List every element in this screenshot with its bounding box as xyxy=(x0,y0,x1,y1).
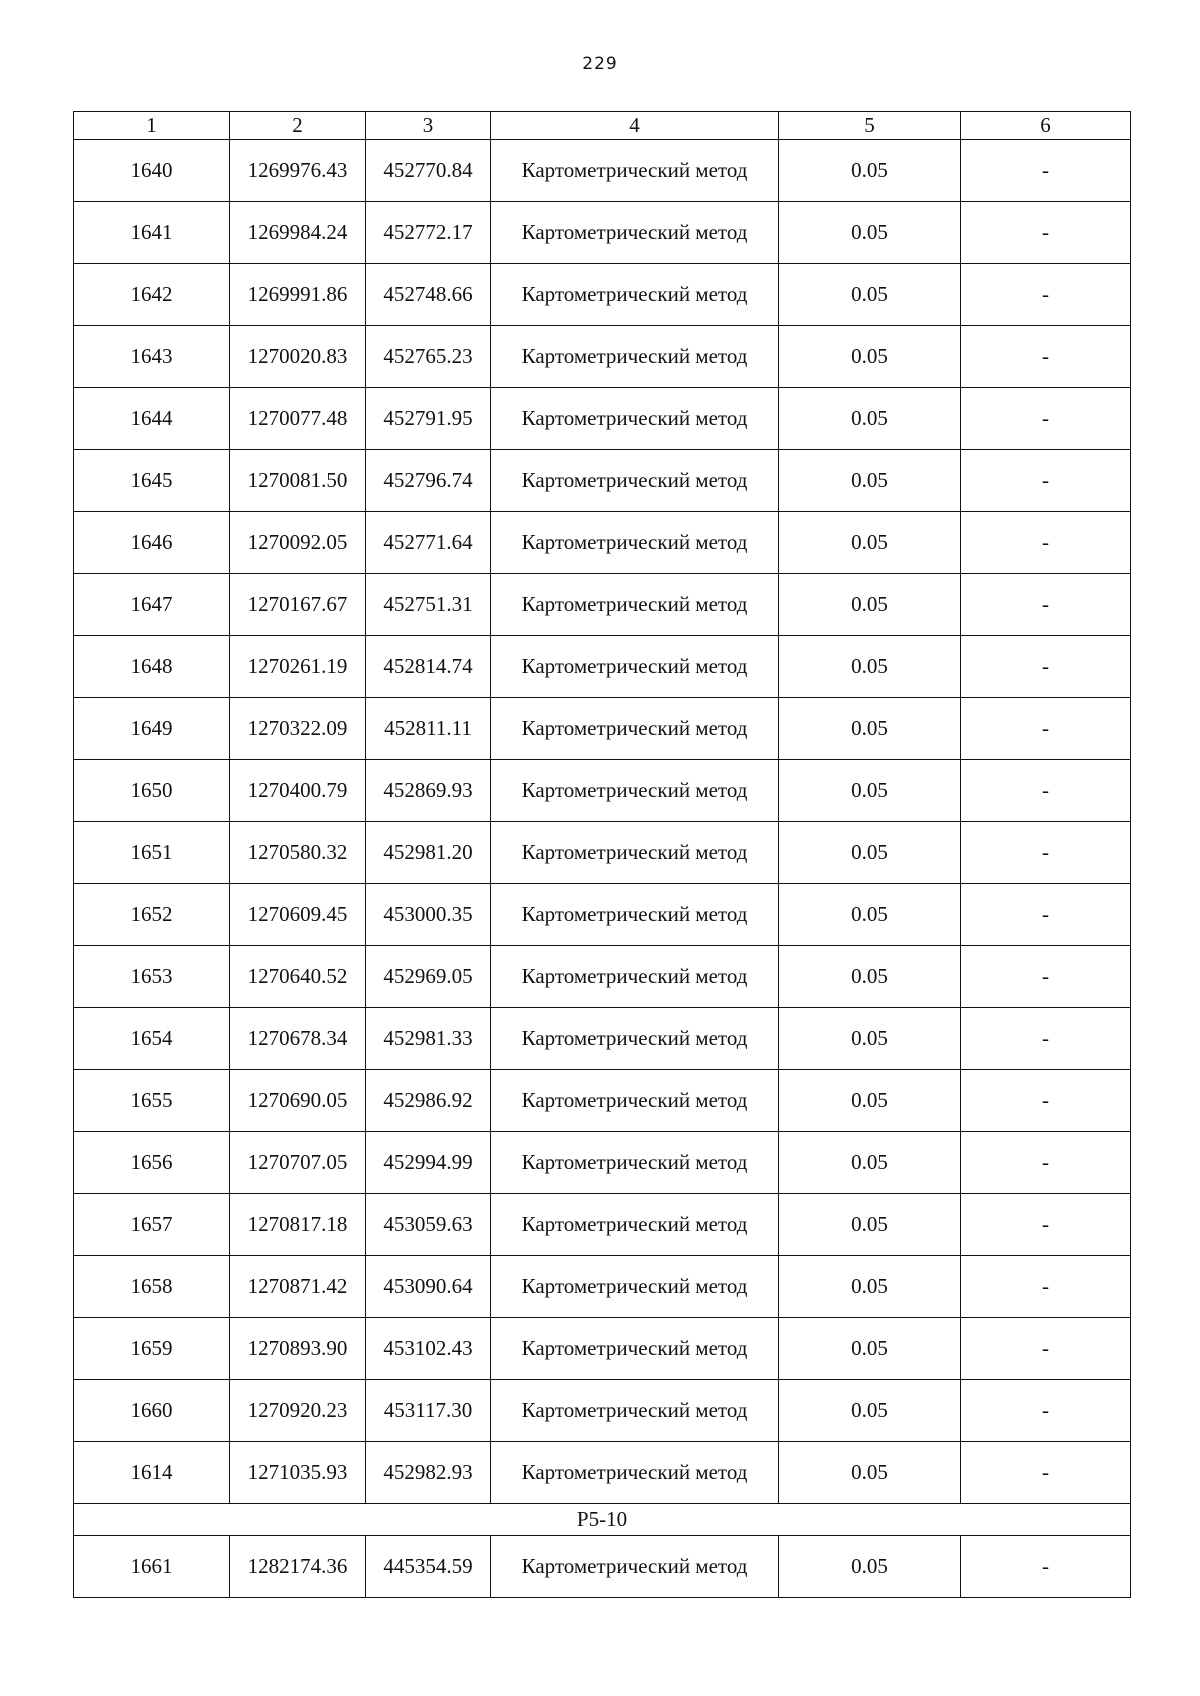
note-cell: - xyxy=(961,1194,1131,1256)
method-cell: Картометрический метод xyxy=(491,1070,779,1132)
note-cell: - xyxy=(961,1318,1131,1380)
point-number-cell: 1648 xyxy=(74,636,230,698)
table-row xyxy=(74,1536,1131,1598)
accuracy-cell: 0.05 xyxy=(779,326,961,388)
accuracy-cell: 0.05 xyxy=(779,636,961,698)
note-cell: - xyxy=(961,1442,1131,1504)
note-cell: - xyxy=(961,264,1131,326)
coordinate-x-cell: 1270077.48 xyxy=(230,388,366,450)
note-cell: - xyxy=(961,326,1131,388)
coordinate-x-cell: 1270678.34 xyxy=(230,1008,366,1070)
coordinate-y-cell: 452765.23 xyxy=(366,326,491,388)
accuracy-cell: 0.05 xyxy=(779,1194,961,1256)
coordinate-y-cell: 452869.93 xyxy=(366,760,491,822)
table-body xyxy=(74,140,1131,1504)
point-number-cell: 1656 xyxy=(74,1132,230,1194)
coordinate-y-cell: 452981.33 xyxy=(366,1008,491,1070)
accuracy-cell: 0.05 xyxy=(779,1132,961,1194)
method-cell: Картометрический метод xyxy=(491,760,779,822)
point-number-cell: 1661 xyxy=(74,1536,230,1598)
table-row xyxy=(74,1442,1131,1504)
coordinate-y-cell: 452994.99 xyxy=(366,1132,491,1194)
column-header: 4 xyxy=(491,112,779,140)
point-number-cell: 1654 xyxy=(74,1008,230,1070)
table-row xyxy=(74,884,1131,946)
point-number-cell: 1647 xyxy=(74,574,230,636)
coordinate-y-cell: 452770.84 xyxy=(366,140,491,202)
method-cell: Картометрический метод xyxy=(491,1132,779,1194)
column-header: 1 xyxy=(74,112,230,140)
coordinate-x-cell: 1270580.32 xyxy=(230,822,366,884)
method-cell: Картометрический метод xyxy=(491,1380,779,1442)
coordinate-y-cell: 453102.43 xyxy=(366,1318,491,1380)
note-cell: - xyxy=(961,450,1131,512)
table-row xyxy=(74,264,1131,326)
note-cell: - xyxy=(961,1536,1131,1598)
table-row xyxy=(74,388,1131,450)
point-number-cell: 1650 xyxy=(74,760,230,822)
accuracy-cell: 0.05 xyxy=(779,822,961,884)
section-body xyxy=(74,1504,1131,1536)
coordinate-x-cell: 1270871.42 xyxy=(230,1256,366,1318)
table-row xyxy=(74,636,1131,698)
accuracy-cell: 0.05 xyxy=(779,1318,961,1380)
note-cell: - xyxy=(961,202,1131,264)
method-cell: Картометрический метод xyxy=(491,822,779,884)
point-number-cell: 1643 xyxy=(74,326,230,388)
accuracy-cell: 0.05 xyxy=(779,574,961,636)
point-number-cell: 1651 xyxy=(74,822,230,884)
table-row xyxy=(74,822,1131,884)
table-row xyxy=(74,946,1131,1008)
coordinate-x-cell: 1270640.52 xyxy=(230,946,366,1008)
point-number-cell: 1652 xyxy=(74,884,230,946)
table-row xyxy=(74,326,1131,388)
method-cell: Картометрический метод xyxy=(491,1318,779,1380)
page-number: 229 xyxy=(582,54,618,74)
coordinate-y-cell: 452791.95 xyxy=(366,388,491,450)
point-number-cell: 1644 xyxy=(74,388,230,450)
accuracy-cell: 0.05 xyxy=(779,760,961,822)
method-cell: Картометрический метод xyxy=(491,636,779,698)
coordinate-y-cell: 445354.59 xyxy=(366,1536,491,1598)
note-cell: - xyxy=(961,512,1131,574)
method-cell: Картометрический метод xyxy=(491,140,779,202)
coordinate-x-cell: 1270893.90 xyxy=(230,1318,366,1380)
note-cell: - xyxy=(961,140,1131,202)
accuracy-cell: 0.05 xyxy=(779,1442,961,1504)
point-number-cell: 1640 xyxy=(74,140,230,202)
accuracy-cell: 0.05 xyxy=(779,1256,961,1318)
note-cell: - xyxy=(961,1008,1131,1070)
column-header: 3 xyxy=(366,112,491,140)
point-number-cell: 1614 xyxy=(74,1442,230,1504)
note-cell: - xyxy=(961,636,1131,698)
table-row xyxy=(74,202,1131,264)
coordinate-x-cell: 1270817.18 xyxy=(230,1194,366,1256)
table-row xyxy=(74,1256,1131,1318)
coordinate-y-cell: 452981.20 xyxy=(366,822,491,884)
accuracy-cell: 0.05 xyxy=(779,1380,961,1442)
table-row xyxy=(74,140,1131,202)
method-cell: Картометрический метод xyxy=(491,884,779,946)
coordinate-x-cell: 1270020.83 xyxy=(230,326,366,388)
method-cell: Картометрический метод xyxy=(491,388,779,450)
accuracy-cell: 0.05 xyxy=(779,884,961,946)
coordinate-y-cell: 452986.92 xyxy=(366,1070,491,1132)
coordinate-y-cell: 452811.11 xyxy=(366,698,491,760)
accuracy-cell: 0.05 xyxy=(779,698,961,760)
note-cell: - xyxy=(961,760,1131,822)
point-number-cell: 1657 xyxy=(74,1194,230,1256)
coordinate-x-cell: 1270920.23 xyxy=(230,1380,366,1442)
method-cell: Картометрический метод xyxy=(491,264,779,326)
column-header: 5 xyxy=(779,112,961,140)
method-cell: Картометрический метод xyxy=(491,326,779,388)
coordinate-x-cell: 1271035.93 xyxy=(230,1442,366,1504)
note-cell: - xyxy=(961,822,1131,884)
table-row xyxy=(74,1380,1131,1442)
coordinate-x-cell: 1270092.05 xyxy=(230,512,366,574)
method-cell: Картометрический метод xyxy=(491,1442,779,1504)
point-number-cell: 1649 xyxy=(74,698,230,760)
accuracy-cell: 0.05 xyxy=(779,1070,961,1132)
coordinate-x-cell: 1270707.05 xyxy=(230,1132,366,1194)
point-number-cell: 1642 xyxy=(74,264,230,326)
accuracy-cell: 0.05 xyxy=(779,388,961,450)
accuracy-cell: 0.05 xyxy=(779,140,961,202)
method-cell: Картометрический метод xyxy=(491,512,779,574)
method-cell: Картометрический метод xyxy=(491,1008,779,1070)
table-row xyxy=(74,450,1131,512)
method-cell: Картометрический метод xyxy=(491,1256,779,1318)
accuracy-cell: 0.05 xyxy=(779,264,961,326)
coordinate-x-cell: 1270167.67 xyxy=(230,574,366,636)
coordinate-x-cell: 1269991.86 xyxy=(230,264,366,326)
coordinate-y-cell: 452814.74 xyxy=(366,636,491,698)
coordinate-x-cell: 1282174.36 xyxy=(230,1536,366,1598)
accuracy-cell: 0.05 xyxy=(779,946,961,1008)
method-cell: Картометрический метод xyxy=(491,1194,779,1256)
note-cell: - xyxy=(961,574,1131,636)
coordinate-x-cell: 1270081.50 xyxy=(230,450,366,512)
accuracy-cell: 0.05 xyxy=(779,1536,961,1598)
point-number-cell: 1660 xyxy=(74,1380,230,1442)
coordinate-y-cell: 453059.63 xyxy=(366,1194,491,1256)
table-row xyxy=(74,574,1131,636)
coordinate-y-cell: 453000.35 xyxy=(366,884,491,946)
accuracy-cell: 0.05 xyxy=(779,512,961,574)
column-header: 6 xyxy=(961,112,1131,140)
table-row xyxy=(74,698,1131,760)
section-label: Р5-10 xyxy=(74,1504,1131,1536)
note-cell: - xyxy=(961,1070,1131,1132)
coordinate-x-cell: 1269984.24 xyxy=(230,202,366,264)
method-cell: Картометрический метод xyxy=(491,946,779,1008)
section-row xyxy=(74,1504,1131,1536)
table-row xyxy=(74,1194,1131,1256)
point-number-cell: 1658 xyxy=(74,1256,230,1318)
table-header-row xyxy=(74,112,1131,140)
point-number-cell: 1646 xyxy=(74,512,230,574)
point-number-cell: 1655 xyxy=(74,1070,230,1132)
note-cell: - xyxy=(961,1256,1131,1318)
point-number-cell: 1641 xyxy=(74,202,230,264)
accuracy-cell: 0.05 xyxy=(779,450,961,512)
coordinate-y-cell: 452771.64 xyxy=(366,512,491,574)
point-number-cell: 1645 xyxy=(74,450,230,512)
method-cell: Картометрический метод xyxy=(491,574,779,636)
coordinate-x-cell: 1270690.05 xyxy=(230,1070,366,1132)
table-body xyxy=(74,1536,1131,1598)
coordinate-y-cell: 452796.74 xyxy=(366,450,491,512)
coordinate-x-cell: 1269976.43 xyxy=(230,140,366,202)
point-number-cell: 1659 xyxy=(74,1318,230,1380)
coordinate-y-cell: 452772.17 xyxy=(366,202,491,264)
coordinate-y-cell: 452982.93 xyxy=(366,1442,491,1504)
coordinate-y-cell: 452969.05 xyxy=(366,946,491,1008)
method-cell: Картометрический метод xyxy=(491,1536,779,1598)
coordinate-y-cell: 453117.30 xyxy=(366,1380,491,1442)
table-row xyxy=(74,1318,1131,1380)
accuracy-cell: 0.05 xyxy=(779,202,961,264)
coordinate-x-cell: 1270609.45 xyxy=(230,884,366,946)
method-cell: Картометрический метод xyxy=(491,450,779,512)
table-row xyxy=(74,1008,1131,1070)
note-cell: - xyxy=(961,946,1131,1008)
coordinate-y-cell: 453090.64 xyxy=(366,1256,491,1318)
table-row xyxy=(74,1132,1131,1194)
point-number-cell: 1653 xyxy=(74,946,230,1008)
coordinate-x-cell: 1270322.09 xyxy=(230,698,366,760)
table-row xyxy=(74,512,1131,574)
accuracy-cell: 0.05 xyxy=(779,1008,961,1070)
column-header: 2 xyxy=(230,112,366,140)
note-cell: - xyxy=(961,884,1131,946)
note-cell: - xyxy=(961,1132,1131,1194)
coordinate-y-cell: 452751.31 xyxy=(366,574,491,636)
method-cell: Картометрический метод xyxy=(491,202,779,264)
note-cell: - xyxy=(961,388,1131,450)
table-row xyxy=(74,1070,1131,1132)
note-cell: - xyxy=(961,1380,1131,1442)
coordinate-x-cell: 1270400.79 xyxy=(230,760,366,822)
note-cell: - xyxy=(961,698,1131,760)
coordinates-table xyxy=(73,111,1131,1598)
table-row xyxy=(74,760,1131,822)
coordinate-x-cell: 1270261.19 xyxy=(230,636,366,698)
method-cell: Картометрический метод xyxy=(491,698,779,760)
coordinate-y-cell: 452748.66 xyxy=(366,264,491,326)
